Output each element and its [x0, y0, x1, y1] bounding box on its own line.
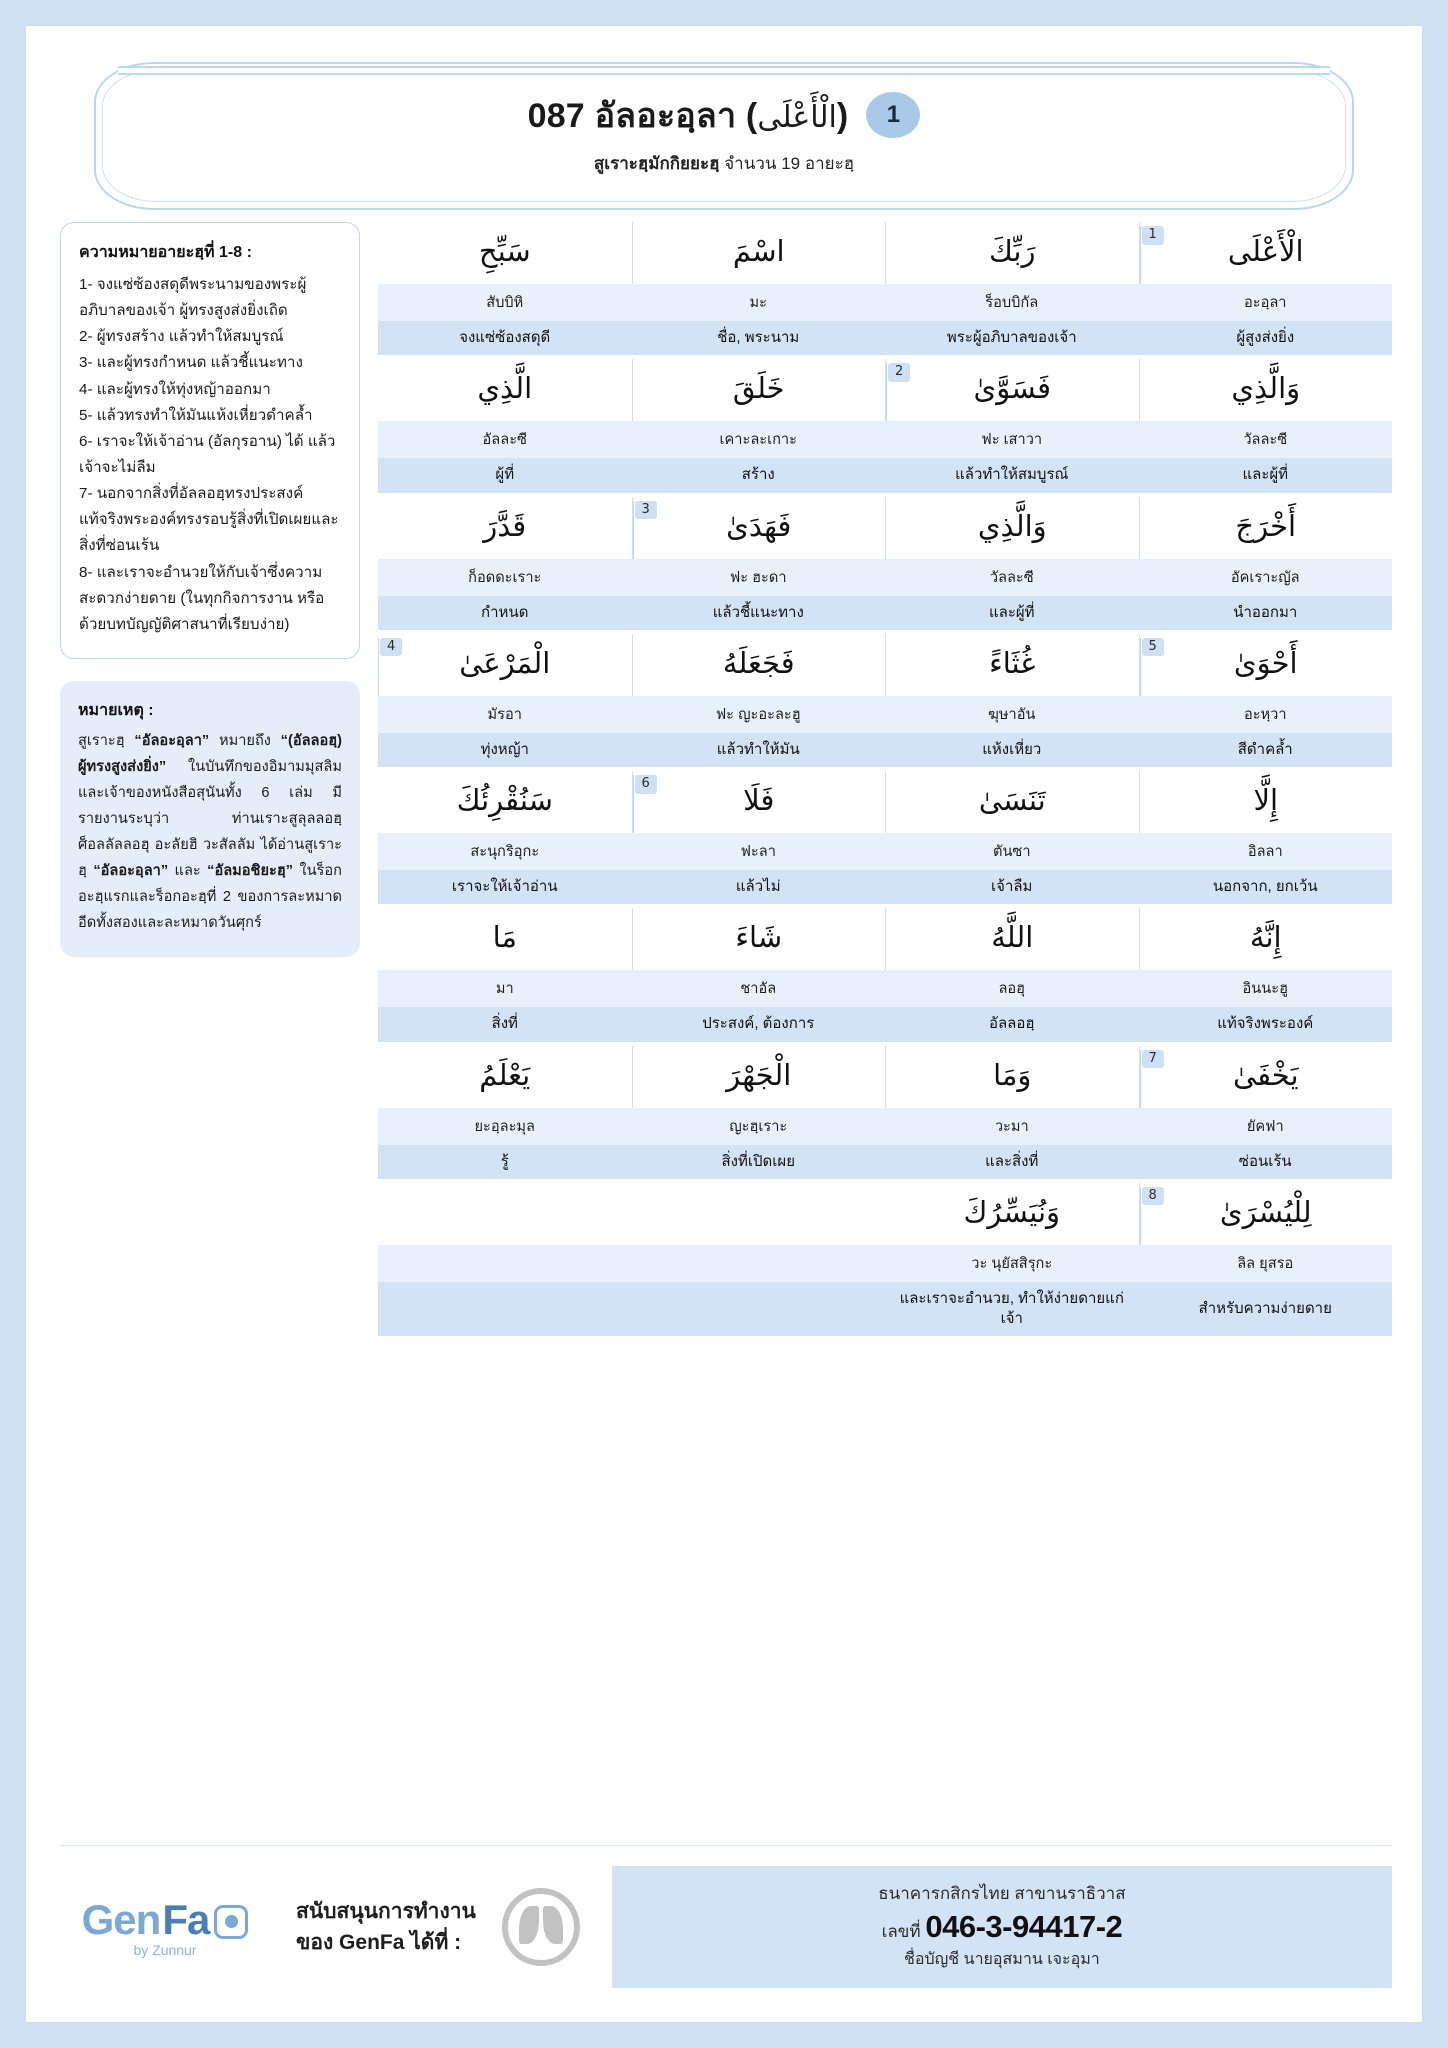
support-line-1: สนับสนุนการทำงาน	[296, 1899, 476, 1923]
header-ornament-bar	[118, 66, 1330, 75]
arabic-word: يَعْلَمُ	[479, 1057, 531, 1092]
support-line-2: ของ GenFa ได้ที่ :	[296, 1931, 462, 1954]
account-owner-name: นายอุสมาน เจะอุมา	[963, 1951, 1100, 1968]
ayah-number-badge: 2	[888, 363, 910, 382]
arabic-word: رَبِّكَ	[885, 222, 1139, 284]
arabic-word: أَحْوَىٰ 5	[1139, 634, 1393, 696]
transliteration-word: ฟะ ฮะดา	[729, 569, 787, 586]
organization-seal-icon	[502, 1888, 580, 1966]
surah-title-arabic: الْأَعْلَى	[757, 100, 837, 135]
verse-row	[378, 771, 1392, 904]
arabic-line	[378, 359, 1392, 421]
spacer-cell	[378, 1282, 632, 1337]
account-number: 046-3-94417-2	[925, 1909, 1123, 1944]
note-fragment: “(อัลลอฮฺ) ผู้ทรงสูงส่งยิ่ง”	[78, 732, 342, 775]
translation-line	[378, 1007, 1392, 1041]
note-fragment: “อัลอะอฺลา”	[93, 862, 169, 879]
verse-row	[378, 359, 1392, 492]
note-fragment: ในร็อกอะฮฺแรกและร็อกอะฮฺที่ 2 ของการละหมาดอีดทั้งสองและละหมาดวันศุกร์	[78, 862, 342, 931]
ayah-tick-line	[1140, 638, 1141, 696]
note-fragment: “อัลอะอฺลา”	[134, 732, 210, 749]
surah-title-close: )	[836, 97, 849, 135]
transliteration-word: วะมา	[994, 1118, 1029, 1135]
spacer-cell	[632, 1245, 886, 1282]
account-owner-label: ชื่อบัญชี	[904, 1951, 960, 1968]
translation-word: สิ่งที่	[491, 1015, 518, 1033]
arabic-word: قَدَّرَ	[483, 508, 527, 543]
verse-row	[378, 497, 1392, 630]
transliteration-word: ตันซา	[992, 844, 1031, 860]
support-message	[296, 1896, 476, 1959]
translation-line	[378, 321, 1392, 355]
arabic-word: أَخْرَجَ	[1139, 497, 1393, 559]
translation-word: พระผู้อภิบาลของเจ้า	[946, 329, 1077, 346]
transliteration-word: วะ นุยัสสิรุกะ	[971, 1255, 1053, 1272]
arabic-word: لِلْيُسْرَىٰ 8	[1139, 1183, 1393, 1245]
arabic-word: اللَّهُ	[885, 908, 1139, 970]
surah-subtitle	[60, 150, 1388, 177]
translation-word: แท้จริงพระองค์	[1217, 1015, 1314, 1033]
transliteration-word: สะนุกริอุกะ	[470, 844, 540, 860]
logo-gen-text: Gen	[81, 1896, 161, 1943]
transliteration-word: สับบิหิ	[486, 295, 524, 311]
arabic-line	[378, 222, 1392, 284]
translation-word: ผู้สูงส่งยิ่ง	[1236, 329, 1295, 346]
arabic-word: غُثَاءً	[885, 634, 1139, 696]
translation-word: เจ้าลืม	[991, 878, 1033, 895]
transliteration-line	[378, 696, 1392, 733]
arabic-word: وَالَّذِي	[885, 497, 1139, 559]
transliteration-word: วัลละซี	[989, 569, 1034, 586]
arabic-line	[378, 634, 1392, 696]
meaning-panel-title: ความหมายอายะฮฺที่ 1-8 :	[79, 244, 252, 261]
transliteration-word: มะ	[749, 295, 767, 311]
transliteration-word: อะอฺลา	[1243, 295, 1287, 311]
bank-details	[612, 1866, 1392, 1988]
translation-word: แห้งเหี่ยว	[982, 740, 1042, 758]
translation-word: แล้วไม่	[735, 878, 781, 895]
arabic-line	[378, 497, 1392, 559]
arabic-word: وَمَا	[885, 1046, 1139, 1108]
arabic-word: سَنُقْرِئُكَ	[456, 783, 553, 817]
ayah-number-badge: 3	[635, 501, 657, 520]
transliteration-word: อินนะฮู	[1242, 981, 1288, 998]
transliteration-line	[378, 421, 1392, 458]
translation-word: ทุ่งหญ้า	[480, 740, 529, 758]
transliteration-word: ฟะ ญะอะละฮู	[715, 706, 801, 723]
ayah-tick-line	[633, 775, 634, 833]
note-fragment: “อัลมอชิยะฮฺ”	[207, 862, 294, 879]
translation-word: จงแซ่ซ้องสดุดี	[459, 329, 551, 346]
translation-word: สีดำคล้ำ	[1237, 740, 1293, 758]
transliteration-word: ฆุษาอัน	[988, 706, 1036, 723]
meaning-line: 7- นอกจากสิ่งที่อัลลอฮฺทรงประสงค์ แท้จริงพระองค์ทรงรอบรู้สิ่งที่เปิดเผยและสิ่งที่ซ่อนเร้น	[79, 485, 339, 555]
transliteration-word: อัคเราะญัล	[1230, 569, 1300, 586]
translation-word: ประสงค์, ต้องการ	[702, 1015, 815, 1033]
translation-word: เราจะให้เจ้าอ่าน	[451, 878, 558, 895]
transliteration-line	[378, 1245, 1392, 1282]
worksheet	[26, 26, 1422, 2022]
note-fragment: หมายถึง	[209, 732, 281, 749]
note-panel	[60, 681, 360, 957]
transliteration-line	[378, 833, 1392, 870]
surah-type-label: สูเราะฮฺมักกิยยะฮฺ	[593, 154, 720, 173]
transliteration-word: มา	[495, 981, 514, 998]
arabic-word: تَنَسَىٰ	[885, 771, 1139, 833]
bank-owner-row	[638, 1947, 1366, 1972]
translation-word: และผู้ที่	[1242, 466, 1289, 484]
ayah-number-badge: 5	[1142, 638, 1164, 657]
arabic-line	[378, 1046, 1392, 1108]
verse-row-last	[378, 1183, 1392, 1337]
arabic-word: خَلَقَ	[632, 359, 886, 421]
translation-word: สิ่งที่เปิดเผย	[721, 1152, 795, 1170]
transliteration-word: ญะฮฺเราะ	[729, 1118, 788, 1135]
transliteration-line	[378, 970, 1392, 1007]
note-fragment: ในบันทึกของอิมามมุสลิมและเจ้าของหนังสือสุนันทั้ง 6 เล่ม มีรายงานระบุว่า ท่านเราะสูลุลลอฮฺ ศ็อลลัลลอฮุ อะลัยฮิ วะสัลลัม ได้อ่านสูเราะฮฺ	[78, 758, 342, 879]
transliteration-word: ชาอัล	[740, 981, 777, 998]
translation-line	[378, 1282, 1392, 1337]
arabic-word: فَهَدَىٰ 3	[632, 497, 886, 559]
transliteration-word: อะหฺวา	[1243, 706, 1287, 723]
translation-word: กำหนด	[481, 603, 529, 621]
genfa-logo	[60, 1896, 270, 1958]
translation-word: อัลลอฮฺ	[988, 1015, 1035, 1033]
meaning-line: 6- เราจะให้เจ้าอ่าน (อัลกุรอาน) ได้ แล้วเจ้าจะไม่ลืม	[79, 432, 336, 476]
bank-name: ธนาคารกสิกรไทย สาขานราธิวาส	[878, 1884, 1126, 1903]
surah-title-thai: 087 อัลอะอฺลา (	[527, 97, 758, 135]
meaning-line-list	[79, 272, 341, 638]
verse-row	[378, 634, 1392, 767]
arabic-word: يَخْفَىٰ 7	[1139, 1046, 1393, 1108]
transliteration-word: วัลละซี	[1243, 432, 1288, 449]
translation-word: นำออกมา	[1233, 603, 1298, 621]
logo-subtitle: by Zunnur	[133, 1942, 197, 1958]
ayah-number-badge: 1	[1142, 226, 1164, 245]
translation-word: สำหรับความง่ายดาย	[1198, 1299, 1332, 1317]
transliteration-word: ยะอฺละมุล	[474, 1118, 535, 1135]
transliteration-word: มัรอา	[487, 706, 522, 723]
translation-line	[378, 596, 1392, 630]
ayah-number-badge: 8	[1142, 1187, 1164, 1206]
meaning-line: 4- และผู้ทรงให้ทุ่งหญ้าออกมา	[79, 380, 271, 398]
note-fragment: และ	[168, 862, 208, 879]
page-footer	[60, 1845, 1392, 1988]
translation-word: และผู้ที่	[988, 603, 1035, 621]
transliteration-word: ฟะลา	[740, 844, 776, 860]
note-panel-body	[78, 729, 342, 937]
surah-ayah-count: จำนวน 19 อายะฮฺ	[719, 154, 855, 173]
ayah-number-badge: 6	[635, 775, 657, 794]
transliteration-word: ร็อบบิกัล	[985, 295, 1039, 311]
arabic-word: وَنُيَسِّرُكَ	[963, 1194, 1061, 1229]
translation-word: และเราจะอำนวย, ทำให้ง่ายดายแก่เจ้า	[899, 1289, 1124, 1327]
transliteration-word: ฟะ เสาวา	[981, 432, 1043, 449]
arabic-word: سَبِّحِ	[478, 234, 531, 268]
meaning-line: 2- ผู้ทรงสร้าง แล้วทำให้สมบูรณ์	[79, 328, 284, 346]
arabic-word: فَسَوَّىٰ 2	[885, 359, 1139, 421]
ayah-tick-line	[633, 501, 634, 559]
logo-mark-icon	[214, 1905, 248, 1939]
ayah-number-badge: 7	[1142, 1050, 1164, 1069]
translation-word: ซ่อนเร้น	[1238, 1152, 1292, 1170]
translation-word: และสิ่งที่	[985, 1152, 1039, 1170]
arabic-line	[378, 1183, 1392, 1245]
meaning-line: 8- และเราจะอำนวยให้กับเจ้าซึ่งความสะดวกง่ายดาย (ในทุกกิจการงาน หรือด้วยบทบัญญัติศาสนาที่เรียบง่าย)	[79, 563, 325, 633]
arabic-word: فَجَعَلَهُ	[632, 634, 886, 696]
translation-word: แล้วชี้แนะทาง	[712, 603, 804, 621]
transliteration-word: ลอฮุ	[998, 981, 1026, 998]
translation-word: รู้	[500, 1152, 509, 1170]
verse-row	[378, 908, 1392, 1041]
transliteration-line	[378, 559, 1392, 596]
arabic-word: الْمَرْعَىٰ 4	[378, 634, 632, 696]
verse-row	[378, 222, 1392, 355]
arabic-word: فَلَا 6	[632, 771, 886, 833]
translation-line	[378, 733, 1392, 767]
verse-table	[378, 222, 1392, 1340]
meaning-line: 5- แล้วทรงทำให้มันแห้งเหี่ยวดำคล้ำ	[79, 406, 313, 424]
arabic-word: الَّذِي	[477, 371, 533, 406]
translation-word: ผู้ที่	[495, 466, 515, 484]
arabic-word: إِلَّا	[1139, 771, 1393, 833]
note-fragment: สูเราะฮฺ	[78, 732, 135, 749]
footer-divider	[60, 1845, 1392, 1846]
translation-word: สร้าง	[741, 466, 775, 484]
logo-fa-text: Fa	[162, 1896, 210, 1943]
meaning-panel	[60, 222, 360, 659]
arabic-line	[378, 771, 1392, 833]
meaning-line: 3- และผู้ทรงกำหนด แล้วชี้แนะทาง	[79, 354, 303, 372]
translation-word: ชื่อ, พระนาม	[717, 329, 800, 346]
ayah-tick-line	[886, 363, 887, 421]
arabic-word: إِنَّهُ	[1139, 908, 1393, 970]
page-header	[60, 54, 1388, 214]
translation-word: แล้วทำให้สมบูรณ์	[955, 466, 1069, 484]
meaning-line: 1- จงแซ่ซ้องสดุดีพระนามของพระผู้อภิบาลของเจ้า ผู้ทรงสูงส่งยิ่งเถิด	[79, 276, 307, 320]
transliteration-word: ก็อดดะเราะ	[468, 569, 542, 586]
page-number-badge: 1	[866, 92, 920, 138]
verse-row	[378, 1046, 1392, 1179]
translation-word: นอกจาก, ยกเว้น	[1212, 878, 1318, 895]
translation-word: แล้วทำให้มัน	[716, 740, 800, 758]
ayah-tick-line	[378, 638, 379, 696]
left-column	[60, 222, 360, 957]
translation-line	[378, 870, 1392, 904]
transliteration-word: อัลละซี	[482, 432, 527, 449]
arabic-word: الْجَهْرَ	[632, 1046, 886, 1108]
spacer-cell	[378, 1245, 632, 1282]
ayah-number-badge: 4	[380, 638, 402, 657]
arabic-word: اسْمَ	[632, 222, 886, 284]
transliteration-word: ยัคฟา	[1246, 1118, 1284, 1135]
ayah-tick-line	[1140, 226, 1141, 284]
ayah-tick-line	[1140, 1050, 1141, 1108]
account-number-label: เลขที่	[881, 1922, 921, 1941]
spacer-cell	[632, 1282, 886, 1337]
arabic-word: الْأَعْلَى 1	[1139, 222, 1393, 284]
bank-account-row	[638, 1909, 1366, 1945]
transliteration-line	[378, 1108, 1392, 1145]
transliteration-word: ลิล ยุสรอ	[1237, 1255, 1294, 1272]
arabic-word: مَا	[492, 920, 517, 955]
arabic-line	[378, 908, 1392, 970]
translation-line	[378, 1145, 1392, 1179]
arabic-word: شَاءَ	[632, 908, 886, 970]
transliteration-word: เคาะละเกาะ	[719, 432, 797, 449]
page-title	[528, 88, 849, 142]
transliteration-line	[378, 284, 1392, 321]
translation-line	[378, 458, 1392, 492]
ayah-tick-line	[1140, 1187, 1141, 1245]
transliteration-word: อิลลา	[1247, 844, 1283, 860]
arabic-word: وَالَّذِي	[1139, 359, 1393, 421]
note-panel-title: หมายเหตุ :	[78, 701, 154, 719]
page-body	[60, 222, 1392, 1340]
